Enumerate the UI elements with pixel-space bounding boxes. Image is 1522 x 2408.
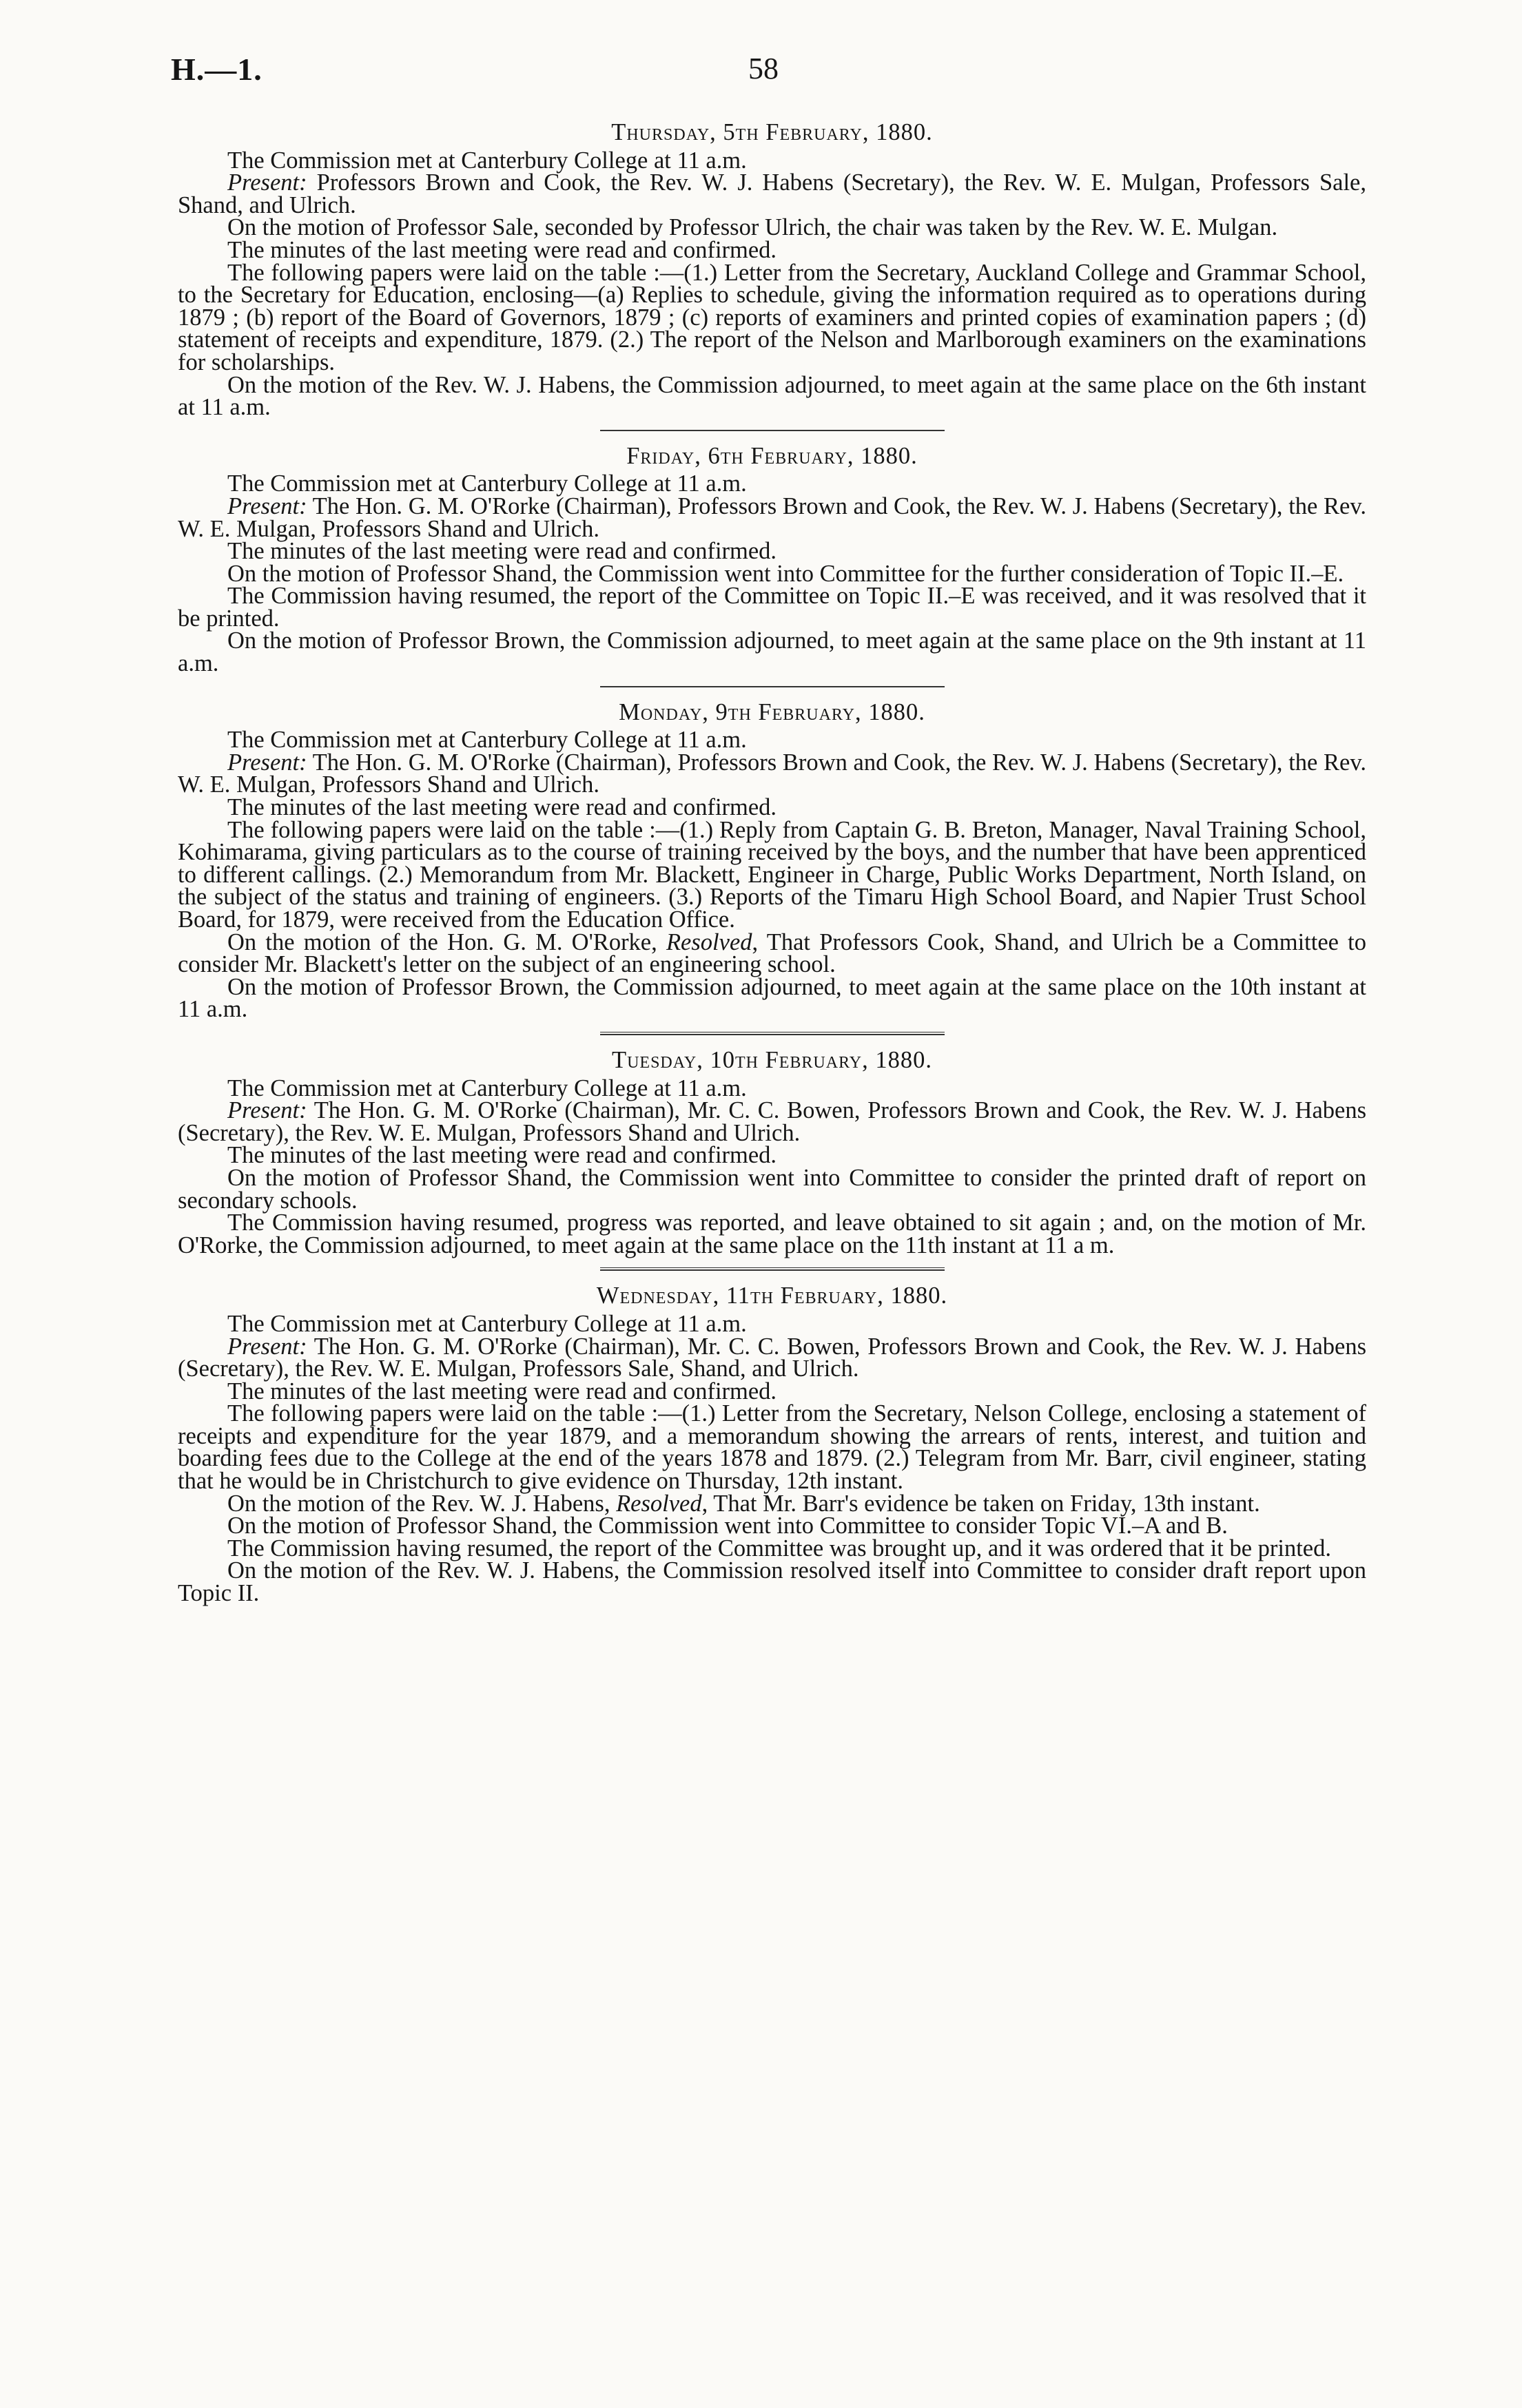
paragraph: Present: The Hon. G. M. O'Rorke (Chairman), Professors Brown and Cook, the Rev. W. J. Habens (Secretary), the Rev. W. E. Mulgan, Professors Shand and Ulrich. [178,749,1366,798]
paragraph: The minutes of the last meeting were read and confirmed. [227,1142,777,1169]
paragraph: On the motion of Professor Shand, the Commission went into Committee for the further consideration of Topic II.–E. [227,560,1344,587]
paragraph: The Commission having resumed, progress was reported, and leave obtained to sit again ; and, on the motion of Mr. O'Rorke, the Commission adjourned, to meet again at the same place on the 11th instant at 11 a m. [178,1210,1366,1258]
meeting-section [178,121,1366,419]
meeting-date-heading: Friday, 6th February, 1880. [626,442,918,469]
meeting-date-heading: Tuesday, 10th February, 1880. [612,1046,932,1073]
section-divider [600,1032,945,1035]
meeting-section [178,1046,1366,1258]
paragraph: The following papers were laid on the table :—(1.) Letter from the Secretary, Nelson College, enclosing a statement of receipts and expenditure for the year 1879, and a memorandum showing the arrears of rents, interest, and tuition and boarding fees due to the College at the end of the years 1878 and 1879. (2.) Telegram from Mr. Barr, civil engineer, stating that he would be in Christchurch to give evidence on Thursday, 12th instant. [178,1400,1366,1495]
meeting-section [178,698,1367,1023]
paragraph: On the motion of the Rev. W. J. Habens, Resolved, That Mr. Barr's evidence be taken on Friday, 13th instant. [227,1490,1260,1517]
paragraph: On the motion of Professor Brown, the Commission adjourned, to meet again at the same place on the 9th instant at 11 a.m. [178,627,1366,677]
meeting-section [178,442,1366,677]
paragraph: The Commission met at Canterbury College at 11 a.m. [227,147,747,174]
paragraph: On the motion of Professor Sale, seconded by Professor Ulrich, the chair was taken by the Rev. W. E. Mulgan. [227,214,1278,241]
paragraph: Present: The Hon. G. M. O'Rorke (Chairman), Mr. C. C. Bowen, Professors Brown and Cook, the Rev. W. J. Habens (Secretary), the Rev. W. E. Mulgan, Professors Sale, Shand, and Ulrich. [178,1333,1366,1382]
paragraph: The following papers were laid on the table :—(1.) Letter from the Secretary, Auckland College and Grammar School, to the Secretary for Education, enclosing—(a) Replies to schedule, giving the information required as to operations during 1879 ; (b) report of the Board of Governors, 1879 ; (c) reports of examiners and printed copies of examination papers ; (d) statement of receipts and expenditure, 1879. (2.) The report of the Nelson and Marlborough examiners on the examinations for scholarships. [178,259,1366,375]
paragraph: The minutes of the last meeting were read and confirmed. [227,794,777,821]
meeting-date-heading: Thursday, 5th February, 1880. [611,119,933,145]
paragraph: Present: The Hon. G. M. O'Rorke (Chairman), Professors Brown and Cook, the Rev. W. J. Habens (Secretary), the Rev. W. E. Mulgan, Professors Shand and Ulrich. [178,492,1366,542]
paragraph: On the motion of the Hon. G. M. O'Rorke, Resolved, That Professors Cook, Shand, and Ulrich be a Committee to consider Mr. Blackett's letter on the subject of an engineering school. [178,928,1367,978]
paragraph: The Commission having resumed, the report of the Committee was brought up, and it was ordered that it be printed. [227,1535,1331,1561]
paragraph: Present: The Hon. G. M. O'Rorke (Chairman), Mr. C. C. Bowen, Professors Brown and Cook, the Rev. W. J. Habens (Secretary), the Rev. W. E. Mulgan, Professors Shand and Ulrich. [178,1097,1366,1146]
minutes-body [178,118,1366,1605]
section-divider [600,686,945,687]
meeting-section [178,1283,1366,1607]
paragraph: The Commission met at Canterbury College at 11 a.m. [227,470,747,497]
paragraph: On the motion of the Rev. W. J. Habens, the Commission resolved itself into Committee to consider draft report upon Topic II. [178,1557,1366,1607]
paragraph: Present: Professors Brown and Cook, the Rev. W. J. Habens (Secretary), the Rev. W. E. Mulgan, Professors Sale, Shand, and Ulrich. [178,169,1366,218]
paragraph: The following papers were laid on the table :—(1.) Reply from Captain G. B. Breton, Manager, Naval Training School, Kohimarama, giving particulars as to the course of training received by the boys, and the number that have been apprenticed to different callings. (2.) Memorandum from Mr. Blackett, Engineer in Charge, Public Works Department, North Island, on the subject of the status and training of engineers. (3.) Reports of the Timaru High School Board, and Napier Trust School Board, for 1879, were received from the Education Office. [178,816,1366,933]
paragraph: The minutes of the last meeting were read and confirmed. [227,236,777,263]
meeting-date-heading: Monday, 9th February, 1880. [619,698,925,725]
paragraph: On the motion of Professor Shand, the Commission went into Committee to consider the printed draft of report on secondary schools. [178,1164,1366,1214]
paragraph: On the motion of Professor Shand, the Commission went into Committee to consider Topic VI.–A and B. [227,1513,1228,1539]
paragraph: The minutes of the last meeting were read and confirmed. [227,538,777,565]
paragraph: On the motion of the Rev. W. J. Habens, the Commission adjourned, to meet again at the same place on the 6th instant at 11 a.m. [178,371,1366,421]
paragraph: The minutes of the last meeting were read and confirmed. [227,1378,777,1404]
page-number: 58 [748,52,779,85]
section-divider [600,430,945,431]
paragraph: The Commission having resumed, the report of the Committee on Topic II.–E was received, and it was resolved that it be printed. [178,583,1366,632]
meeting-date-heading: Wednesday, 11th February, 1880. [596,1283,948,1309]
report-reference: H.—1. [171,52,263,87]
paragraph: The Commission met at Canterbury College at 11 a.m. [227,727,747,754]
paragraph: On the motion of Professor Brown, the Commission adjourned, to meet again at the same place on the 10th instant at 11 a.m. [178,973,1366,1023]
paragraph: The Commission met at Canterbury College at 11 a.m. [227,1075,747,1101]
section-divider [600,1267,945,1271]
paragraph: The Commission met at Canterbury College at 11 a.m. [227,1310,747,1337]
